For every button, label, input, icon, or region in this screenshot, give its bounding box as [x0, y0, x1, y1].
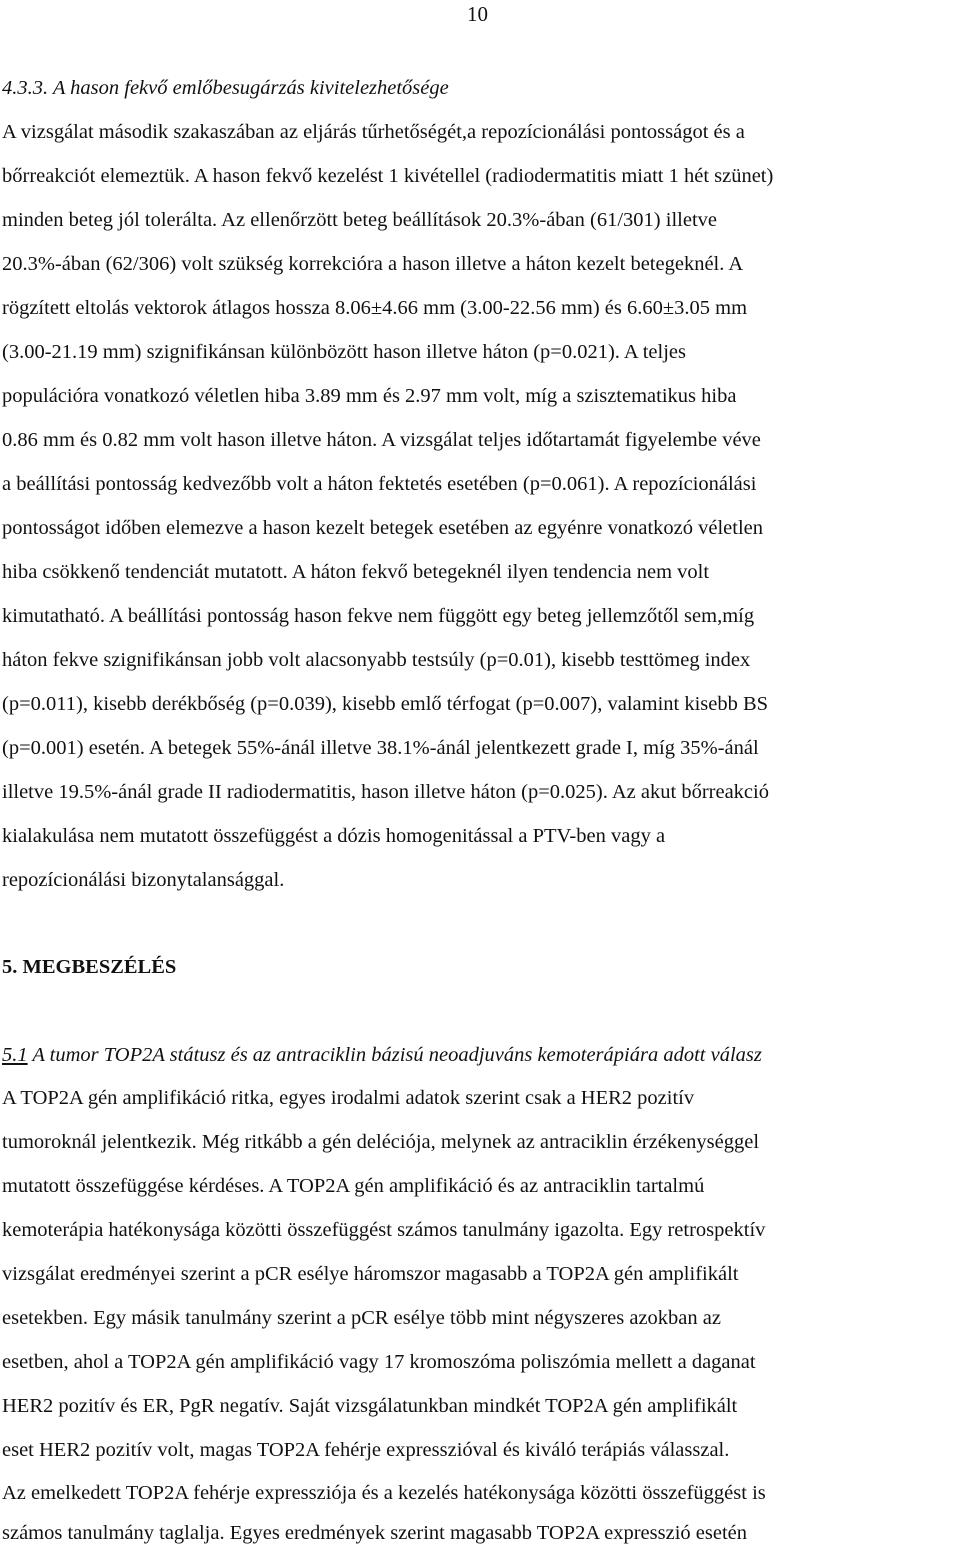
paragraph-line: tumoroknál jelentkezik. Még ritkább a gén deléciója, melynek az antraciklin érzékenységgel [2, 1131, 760, 1153]
paragraph-line: HER2 pozitív és ER, PgR negatív. Saját vizsgálatunkban mindkét TOP2A gén amplifikált [2, 1395, 738, 1417]
paragraph-line: bőrreakciót elemeztük. A hason fekvő kezelést 1 kivétellel (radiodermatitis miatt 1 hét szünet) [2, 165, 774, 187]
paragraph-line: illetve 19.5%-ánál grade II radiodermatitis, hason illetve háton (p=0.025). Az akut bőrreakció [2, 781, 769, 803]
paragraph-line: A vizsgálat második szakaszában az eljárás tűrhetőségét,a repozícionálási pontosságot és a [2, 121, 745, 143]
section-heading-4-3-3: 4.3.3. A hason fekvő emlőbesugárzás kivitelezhetősége [2, 77, 449, 99]
paragraph-line: Az emelkedett TOP2A fehérje expressziója és a kezelés hatékonysága közötti összefüggést is [2, 1482, 766, 1504]
paragraph-line: (3.00-21.19 mm) szignifikánsan különbözött hason illetve háton (p=0.021). A teljes [2, 341, 686, 363]
paragraph-line: kimutatható. A beállítási pontosság hason fekve nem függött egy beteg jellemzőtől sem,míg [2, 605, 755, 627]
section-heading-5-1 [2, 1042, 762, 1068]
paragraph-line: eset HER2 pozitív volt, magas TOP2A fehérje expresszióval és kiváló terápiás válasszal. [2, 1439, 730, 1461]
paragraph-line: vizsgálat eredményei szerint a pCR esélye háromszor magasabb a TOP2A gén amplifikált [2, 1263, 739, 1285]
page-number: 10 [467, 2, 488, 26]
paragraph-line: minden beteg jól tolerálta. Az ellenőrzött beteg beállítások 20.3%-ában (61/301) illetve [2, 209, 717, 231]
paragraph-line: rögzített eltolás vektorok átlagos hossza 8.06±4.66 mm (3.00-22.56 mm) és 6.60±3.05 mm [2, 297, 748, 319]
paragraph-line: repozícionálási bizonytalansággal. [2, 869, 285, 891]
section-title-5-1: A tumor TOP2A státusz és az antraciklin bázisú neoadjuváns kemoterápiára adott válasz [27, 1044, 762, 1066]
paragraph-line: kialakulása nem mutatott összefüggést a dózis homogenitással a PTV-ben vagy a [2, 825, 666, 847]
paragraph-line: populációra vonatkozó véletlen hiba 3.89 mm és 2.97 mm volt, míg a szisztematikus hiba [2, 385, 737, 407]
paragraph-line: a beállítási pontosság kedvezőbb volt a háton fektetés esetében (p=0.061). A repozícionálási [2, 473, 757, 495]
paragraph-line: (p=0.001) esetén. A betegek 55%-ánál illetve 38.1%-ánál jelentkezett grade I, míg 35%-ánál [2, 737, 759, 759]
paragraph-line: 20.3%-ában (62/306) volt szükség korrekcióra a hason illetve a háton kezelt betegeknél. A [2, 253, 744, 275]
paragraph-line: A TOP2A gén amplifikáció ritka, egyes irodalmi adatok szerint csak a HER2 pozitív [2, 1087, 695, 1109]
section-number-5-1: 5.1 [2, 1044, 28, 1066]
paragraph-line: esetben, ahol a TOP2A gén amplifikáció vagy 17 kromoszóma poliszómia mellett a daganat [2, 1351, 756, 1373]
section-heading-5: 5. MEGBESZÉLÉS [2, 956, 177, 978]
paragraph-line: (p=0.011), kisebb derékbőség (p=0.039), kisebb emlő térfogat (p=0.007), valamint kisebb BS [2, 693, 769, 715]
paragraph-line: kemoterápia hatékonysága közötti összefüggést számos tanulmány igazolta. Egy retrospektív [2, 1219, 766, 1241]
paragraph-line: háton fekve szignifikánsan jobb volt alacsonyabb testsúly (p=0.01), kisebb testtömeg index [2, 649, 751, 671]
paragraph-line: 0.86 mm és 0.82 mm volt hason illetve háton. A vizsgálat teljes időtartamát figyelembe véve [2, 429, 761, 451]
paragraph-line: mutatott összefüggése kérdéses. A TOP2A gén amplifikáció és az antraciklin tartalmú [2, 1175, 705, 1197]
paragraph-line: hiba csökkenő tendenciát mutatott. A háton fekvő betegeknél ilyen tendencia nem volt [2, 561, 710, 583]
paragraph-line: pontosságot időben elemezve a hason kezelt betegek esetében az egyénre vonatkozó véletlen [2, 517, 764, 539]
paragraph-line: számos tanulmány taglalja. Egyes eredmények szerint magasabb TOP2A expresszió esetén [2, 1522, 747, 1544]
paragraph-line: esetekben. Egy másik tanulmány szerint a pCR esélye több mint négyszeres azokban az [2, 1307, 721, 1329]
